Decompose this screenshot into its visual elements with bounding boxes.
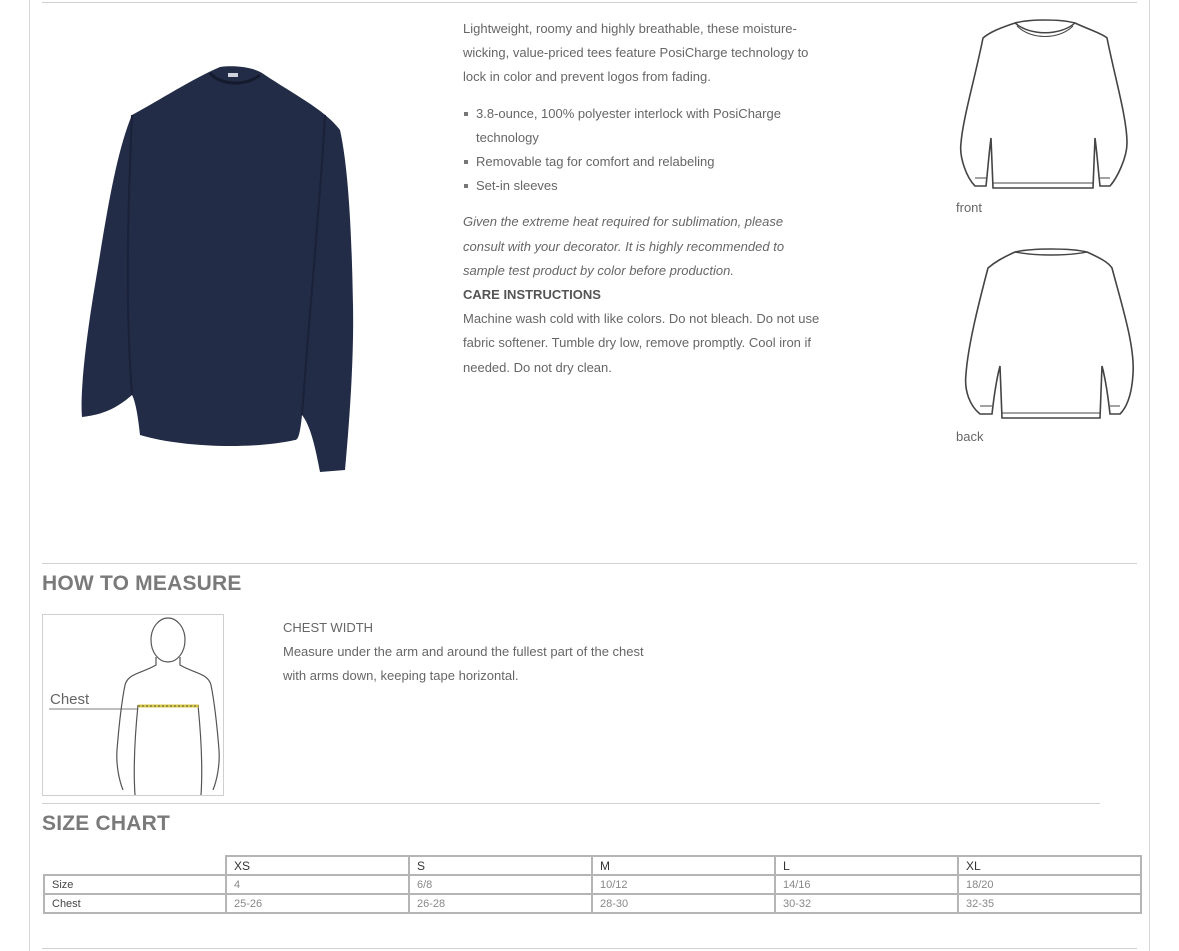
measure-title: CHEST WIDTH bbox=[283, 620, 374, 635]
feature-item: 3.8-ounce, 100% polyester interlock with PosiCharge technology bbox=[463, 102, 823, 150]
table-cell: 26-28 bbox=[409, 894, 592, 913]
feature-list bbox=[463, 102, 823, 199]
page-border-left bbox=[29, 0, 30, 951]
table-cell: 6/8 bbox=[409, 875, 592, 894]
table-cell: 14/16 bbox=[775, 875, 958, 894]
care-text: Machine wash cold with like colors. Do not bleach. Do not use fabric softener. Tumble dry low, remove promptly. Cool iron if needed. Do not dry clean. bbox=[463, 311, 820, 375]
table-row bbox=[44, 894, 1141, 913]
column-header: M bbox=[592, 856, 775, 875]
column-header: XS bbox=[226, 856, 409, 875]
page-border-right bbox=[1149, 0, 1150, 951]
table-header-row bbox=[44, 856, 1141, 875]
row-label: Size bbox=[44, 875, 226, 894]
back-label: back bbox=[956, 429, 984, 444]
feature-item: Set-in sleeves bbox=[463, 174, 823, 198]
column-header: XL bbox=[958, 856, 1141, 875]
measure-instructions bbox=[283, 616, 663, 688]
measure-diagram bbox=[42, 614, 224, 796]
front-label: front bbox=[956, 200, 983, 215]
table-cell: 28-30 bbox=[592, 894, 775, 913]
size-chart-title: SIZE CHART bbox=[42, 812, 170, 835]
table-corner bbox=[44, 856, 226, 875]
sublimation-note: Given the extreme heat required for sublimation, please consult with your decorator. It is highly recommended to sample test product by color before production. bbox=[463, 214, 785, 278]
product-photo bbox=[70, 55, 370, 485]
shirt-tag bbox=[228, 73, 238, 77]
back-sketch bbox=[960, 246, 1140, 424]
shirt-body bbox=[82, 66, 354, 472]
column-header: L bbox=[775, 856, 958, 875]
bottom-divider bbox=[42, 948, 1137, 949]
chest-label: Chest bbox=[50, 691, 90, 708]
table-cell: 4 bbox=[226, 875, 409, 894]
column-header: S bbox=[409, 856, 592, 875]
table-cell: 10/12 bbox=[592, 875, 775, 894]
product-description bbox=[463, 17, 823, 380]
feature-item: Removable tag for comfort and relabeling bbox=[463, 150, 823, 174]
row-label: Chest bbox=[44, 894, 226, 913]
table-cell: 30-32 bbox=[775, 894, 958, 913]
description-text: Lightweight, roomy and highly breathable, these moisture-wicking, value-priced tees feature PosiCharge technology to lock in color and prevent logos from fading. bbox=[463, 21, 809, 85]
table-row bbox=[44, 875, 1141, 894]
section-divider bbox=[42, 563, 1137, 564]
top-divider bbox=[42, 2, 1137, 3]
table-cell: 32-35 bbox=[958, 894, 1141, 913]
measure-description: Measure under the arm and around the fullest part of the chest with arms down, keeping tape horizontal. bbox=[283, 644, 644, 683]
table-cell: 18/20 bbox=[958, 875, 1141, 894]
how-to-measure-title: HOW TO MEASURE bbox=[42, 572, 242, 595]
size-chart-table bbox=[43, 855, 1142, 914]
table-cell: 25-26 bbox=[226, 894, 409, 913]
care-title: CARE INSTRUCTIONS bbox=[463, 287, 601, 303]
front-sketch bbox=[955, 18, 1135, 193]
size-chart-divider bbox=[42, 803, 1100, 804]
